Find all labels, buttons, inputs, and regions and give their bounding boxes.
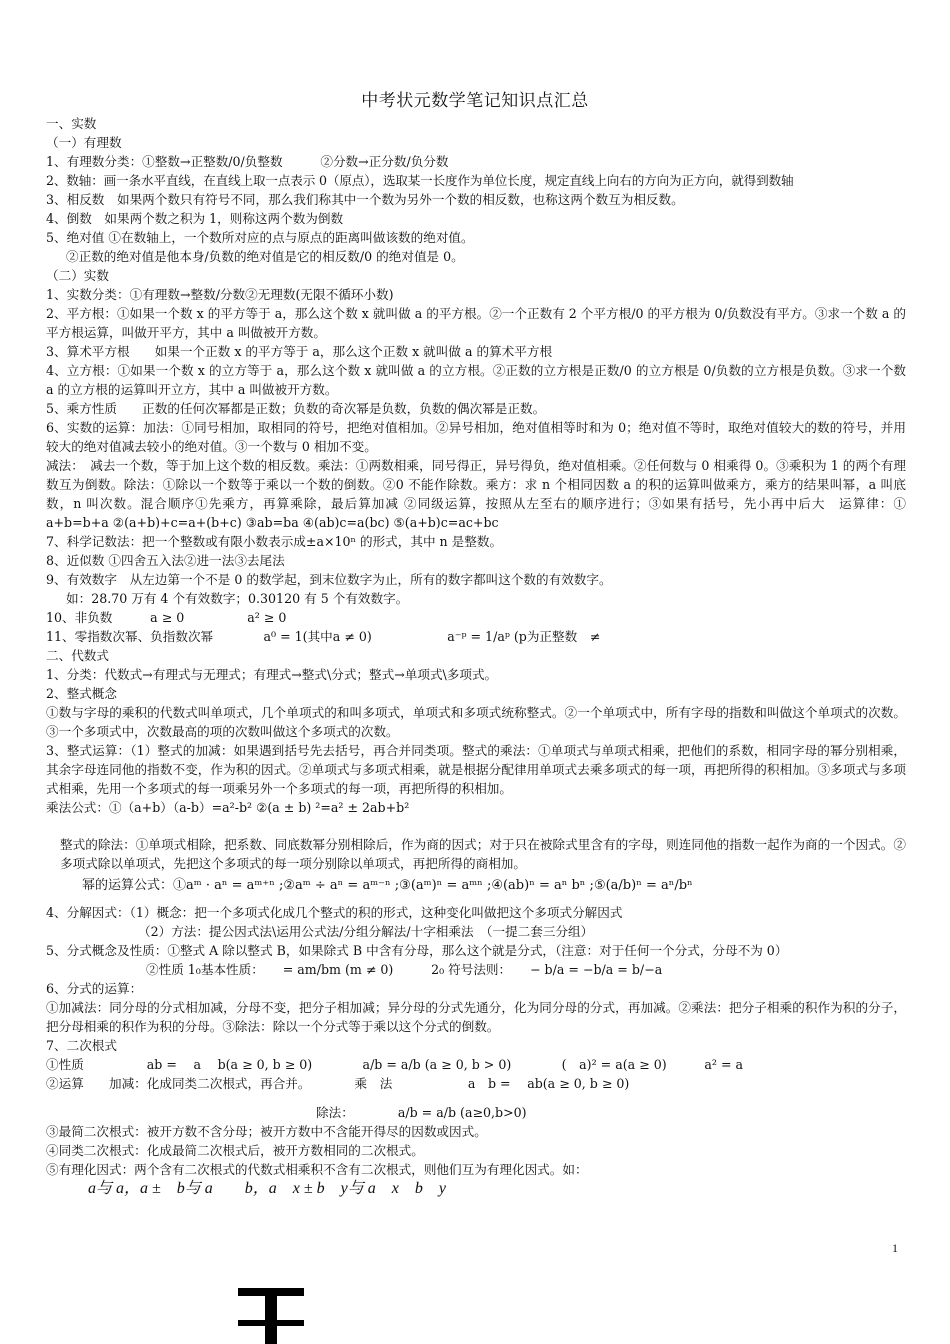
text-line: 减法： 减去一个数，等于加上这个数的相反数。乘法：①两数相乘，同号得正，异号得负，绝对值相乘。②任何数与 0 相乘得 0。③乘积为 1 的两个有理数互为倒数。除法：①除以一个数等于乘以一个数的倒数。②0 不能作除数。乘方：求 n 个相同因数 a 的积的运算叫做乘方，乘方的结果叫幂，a 叫底数，n 叫次数。混合顺序①先乘方，再算乘除，最后算加减 ②同级运算，按照从左至右的顺序进行；③如果有括号，先小再中后大 运算律：① a+b=b+a ②(a+b)+c=a+(b+c) ③ab=ba ④(ab)c=a(bc) ⑤(a+b)c=ac+bc	[46, 458, 906, 530]
text-line: 1、分类：代数式→有理式与无理式；有理式→整式\分式；整式→单项式\多项式。	[46, 667, 498, 682]
document-body	[46, 114, 906, 1198]
formula-line: 11、零指数次幂、负指数次幂 a⁰ = 1(其中a ≠ 0) a⁻ᵖ = 1/aᵖ (p为正整数 ≠	[46, 629, 601, 644]
section-heading: 一、实数	[46, 116, 97, 131]
subsection-heading: （二）实数	[46, 268, 109, 283]
text-line: 7、二次根式	[46, 1038, 117, 1053]
formula-line: 幂的运算公式：①aᵐ · aⁿ = aᵐ⁺ⁿ ;②aᵐ ÷ aⁿ = aᵐ⁻ⁿ ;③(aᵐ)ⁿ = aᵐⁿ ;④(ab)ⁿ = aⁿ bⁿ ;⑤(a/b)ⁿ = aⁿ/bⁿ	[82, 878, 693, 893]
page-number: 1	[892, 1241, 898, 1255]
formula-line: a与 a，a ± b与 a b，a x ± b y与 a x b y	[88, 1180, 446, 1197]
text-line: ①加减法：同分母的分式相加减，分母不变，把分子相加减；异分母的分式先通分，化为同分母的分式，再加减。②乘法：把分子相乘的积作为积的分子，把分母相乘的积作为积的分母。③除法：除以一个分式等于乘以这个分式的倒数。	[46, 1000, 906, 1034]
subsection-heading: （一）有理数	[46, 135, 122, 150]
text-line: 4、立方根：①如果一个数 x 的立方等于 a，那么这个数 x 就叫做 a 的立方根。②正数的立方根是正数/0 的立方根是 0/负数的立方根是负数。③求一个数 a 的立方根的运算叫开立方，其中 a 叫做被开方数。	[46, 363, 906, 397]
glyph-stroke	[238, 1320, 304, 1326]
text-line: ③最简二次根式：被开方数不含分母；被开方数中不含能开得尽的因数或因式。	[46, 1124, 487, 1139]
formula-line: 除法： a/b = a/b (a≥0,b>0)	[316, 1105, 527, 1120]
text-line: 3、整式运算：（1）整式的加减：如果遇到括号先去括号，再合并同类项。整式的乘法：①单项式与单项式相乘，把他们的系数，相同字母的幂分别相乘，其余字母连同他的指数不变，作为积的因式。②单项式与多项式相乘，就是根据分配律用单项式去乘多项式的每一项，再把所得的积相加。③多项式与多项式相乘，先用一个多项式的每一项乘另外一个多项式的每一项，再把所得的积相加。	[46, 743, 906, 796]
text-line: 4、倒数 如果两个数之积为 1，则称这两个数为倒数	[46, 211, 344, 226]
text-line: 1、实数分类：①有理数→整数/分数②无理数(无限不循环小数)	[46, 287, 394, 302]
text-line: 5、乘方性质 正数的任何次幂都是正数；负数的奇次幂是负数，负数的偶次幂是正数。	[46, 401, 546, 416]
text-line: 如：28.70 万有 4 个有效数字；0.30120 有 5 个有效数字。	[66, 591, 409, 606]
formula-line: 10、非负数 a ≥ 0 a² ≥ 0	[46, 610, 287, 625]
text-line: 2、平方根：①如果一个数 x 的平方等于 a，那么这个数 x 就叫做 a 的平方根。②一个正数有 2 个平方根/0 的平方根为 0/负数没有平方。③求一个数 a 的平方根运算，叫做开平方，其中 a 叫做被开方数。	[46, 306, 906, 340]
page-title: 中考状元数学笔记知识点汇总	[361, 91, 589, 111]
text-line: （2）方法：提公因式法\运用公式法/分组分解法/十字相乘法 （一提二套三分组）	[138, 924, 594, 939]
formula-line: ②性质 1₀基本性质： = am/bm (m ≠ 0) 2₀ 符号法则： − b/a = −b/a = b/−a	[146, 962, 663, 977]
formula-line: ②运算 加减：化成同类二次根式，再合并。 乘 法 a b = ab(a ≥ 0, b ≥ 0)	[46, 1076, 630, 1091]
text-line: 8、近似数 ①四舍五入法②进一法③去尾法	[46, 553, 285, 568]
text-line: 4、分解因式：（1）概念：把一个多项式化成几个整式的积的形式，这种变化叫做把这个多项式分解因式	[46, 905, 623, 920]
text-line: ④同类二次根式：化成最简二次根式后，被开方数相同的二次根式。	[46, 1143, 424, 1158]
cropped-glyph-mark	[238, 1284, 304, 1344]
glyph-stroke	[238, 1288, 304, 1296]
text-line: 6、实数的运算：加法：①同号相加，取相同的符号，把绝对值相加。②异号相加，绝对值相等时和为 0；绝对值不等时，取绝对值较大的数的符号，并用较大的绝对值减去较小的绝对值。③一个数与 0 相加不变。	[46, 420, 906, 454]
text-line: 5、绝对值 ①在数轴上，一个数所对应的点与原点的距离叫做该数的绝对值。	[46, 230, 474, 245]
formula-line: 乘法公式：①（a+b）（a-b）=a²-b² ②(a ± b) ²=a² ± 2ab+b²	[46, 800, 410, 815]
text-line: 9、有效数字 从左边第一个不是 0 的数学起，到末位数字为止，所有的数字都叫这个数的有效数字。	[46, 572, 612, 587]
text-line: ⑤有理化因式：两个含有二次根式的代数式相乘积不含有二次根式，则他们互为有理化因式。如：	[46, 1162, 588, 1177]
text-line: 整式的除法：①单项式相除，把系数、同底数幂分别相除后，作为商的因式；对于只在被除式里含有的字母，则连同他的指数一起作为商的一个因式。②多项式除以单项式，先把这个多项式的每一项分别除以单项式，再把所得的商相加。	[60, 837, 906, 871]
section-heading: 二、代数式	[46, 648, 109, 663]
spacer	[46, 817, 906, 835]
text-line: 7、科学记数法：把一个整数或有限小数表示成±a×10ⁿ 的形式，其中 n 是整数。	[46, 534, 503, 549]
text-line: ②正数的绝对值是他本身/负数的绝对值是它的相反数/0 的绝对值是 0。	[66, 249, 464, 264]
text-line: 3、相反数 如果两个数只有符号不同，那么我们称其中一个数为另外一个数的相反数，也称这两个数互为相反数。	[46, 192, 684, 207]
text-line: 2、整式概念	[46, 686, 117, 701]
formula-line: ①性质 ab = a b(a ≥ 0, b ≥ 0) a/b = a/b (a ≥ 0, b > 0) ( a)² = a(a ≥ 0) a² = a	[46, 1057, 744, 1072]
text-line: 6、分式的运算：	[46, 981, 143, 996]
text-line: ①数与字母的乘积的代数式叫单项式，几个单项式的和叫多项式，单项式和多项式统称整式。②一个单项式中，所有字母的指数和叫做这个单项式的次数。③一个多项式中，次数最高的项的次数叫做这个多项式的次数。	[46, 705, 906, 739]
text-line: 2、数轴：画一条水平直线，在直线上取一点表示 0（原点），选取某一长度作为单位长度，规定直线上向右的方向为正方向，就得到数轴	[46, 173, 794, 188]
text-line: 3、算术平方根 如果一个正数 x 的平方等于 a，那么这个正数 x 就叫做 a 的算术平方根	[46, 344, 553, 359]
text-line: 1、有理数分类：①整数→正整数/0/负整数 ②分数→正分数/负分数	[46, 154, 449, 169]
text-line: 5、分式概念及性质：①整式 A 除以整式 B，如果除式 B 中含有分母，那么这个就是分式，（注意：对于任何一个分式，分母不为 0）	[46, 943, 788, 958]
